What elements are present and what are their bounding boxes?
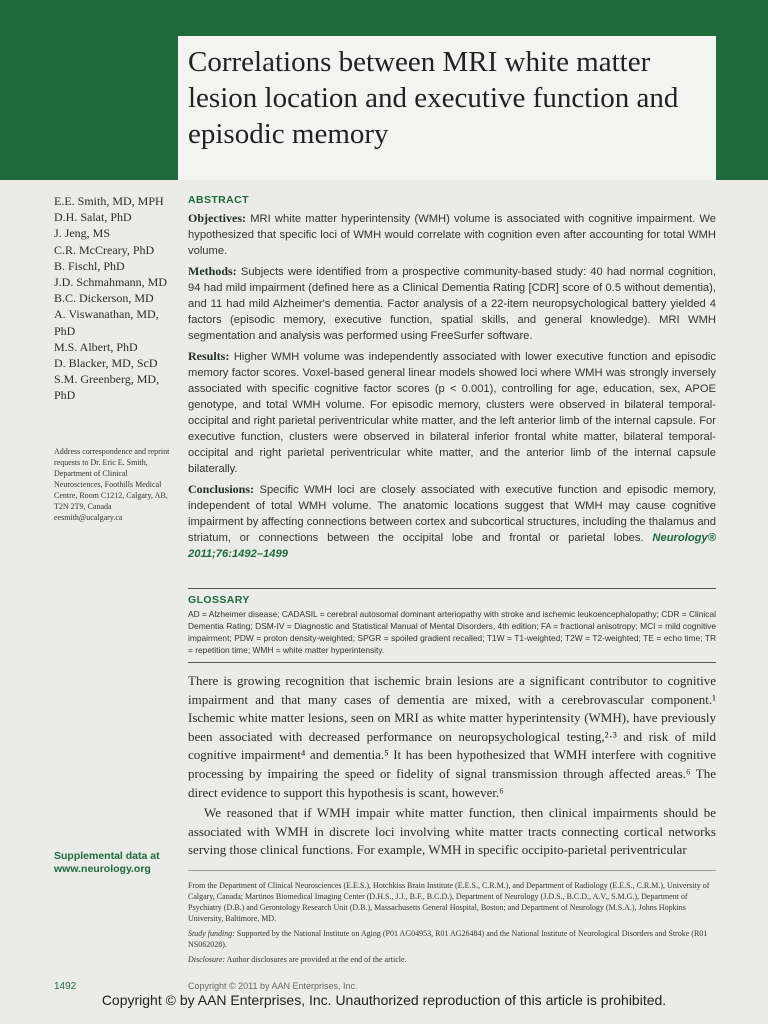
author: D. Blacker, MD, ScD [54, 356, 158, 371]
abstract [188, 192, 716, 566]
funding [188, 928, 716, 950]
page-number: 1492 [54, 981, 77, 992]
affiliations: From the Department of Clinical Neurosciences (E.E.S.), Hotchkiss Brain Institute (E.E.S., C.R.M.), and Department of Radiology (E.E.S., C.R.M.), University of Calgary, Canada; Martinos Biomedical Imaging Center (D.H.S., J.J., B.F., B.C.D.), Department of Neurology (J.D.S., B.C.D., A.V., S.M.G.), Department of Psychiatry (D.B.) and Gerontology Research Unit (D.B.), Massachusetts General Hospital, Boston; and Department of Neurology (M.S.A.), Johns Hopkins University, Baltimore, MD. [188, 881, 710, 923]
article-title: Correlations between MRI white matter lesion location and executive function and episodic memory [188, 46, 679, 150]
glossary [188, 594, 716, 656]
correspondence-address: Address correspondence and reprint requests to Dr. Eric E. Smith, Department of Clinical Neurosciences, Foothills Medical Centre, Room C1212, Calgary, AB, T2N 2T9, Canada eesmith@ucalgary.ca [54, 447, 170, 522]
author-list [54, 193, 179, 404]
conclusions-text: Specific WMH loci are closely associated with executive function and episodic memory, independent of total WMH volume. The anatomic locations suggest that WMH may cause cognitive impairment by affecting connections between cortex and subcortical structures, including the thalamus and striatum, or connections between the occipital lobe and frontal or parietal lobes. [188, 484, 717, 544]
abstract-results [188, 348, 716, 477]
objectives-text: MRI white matter hyperintensity (WMH) volume is associated with cognitive impairment. We hypothesized that specific loci of WMH would correlate with cognition even after accounting for total WMH volume. [188, 213, 716, 257]
methods-label: Methods: [188, 264, 237, 278]
disclosure-text: Author disclosures are provided at the end of the article. [226, 955, 407, 964]
abstract-methods [188, 263, 716, 344]
copyright-notice: Copyright © 2011 by AAN Enterprises, Inc. [188, 981, 358, 991]
supplemental-data-link[interactable] [54, 850, 172, 876]
results-text: Higher WMH volume was independently associated with lower executive function and episodic memory factor scores. Voxel-based general linear models showed loci where WMH was strongly inversely associated with specific cognitive factor scores (p < 0.001), controlling for age, education, sex, APOE genotype, and total WMH volume. For episodic memory, clusters were observed in bilateral temporal-occipital and right parietal periventricular white matter, and the left anterior limb of the internal capsule. For executive function, clusters were observed in bilateral inferior frontal white matter, bilateral temporal-occipital and right parietal periventricular white matter, and the anterior limb of the internal capsule bilaterally. [188, 351, 717, 475]
author: J. Jeng, MS [54, 226, 111, 241]
methods-text: Subjects were identified from a prospective community-based study: 40 had normal cognition, 94 had mild impairment (defined here as a Clinical Dementia Rating [CDR] score of 0.5 without dementia), and 11 had mild Alzheimer's dementia. Factor analysis of a 22-item neuropsychological battery yielded 4 factors (episodic memory, executive function, spatial skills, and general knowledge). MRI WMH segmentation and analysis was performed using FreeSurfer software. [188, 266, 716, 342]
author: B. Fischl, PhD [54, 258, 125, 273]
footnote-divider [188, 870, 716, 871]
author: C.R. McCreary, PhD [54, 242, 155, 257]
glossary-bottom-divider [188, 662, 716, 663]
glossary-heading: GLOSSARY [188, 594, 250, 606]
supplemental-url[interactable]: www.neurology.org [54, 863, 151, 875]
body-paragraph: We reasoned that if WMH impair white matter function, then clinical impairments should be associated with WMH in discrete loci involving white matter tracts connecting cortical networks serving those clinical functions. For example, WMH in specific occipito-parietal periventricular [188, 805, 716, 858]
abstract-heading: ABSTRACT [188, 194, 249, 206]
abstract-objectives [188, 210, 716, 259]
author: E.E. Smith, MD, MPH [54, 194, 164, 208]
objectives-label: Objectives: [188, 211, 246, 225]
supplemental-line-1: Supplemental data at [54, 850, 160, 862]
results-label: Results: [188, 349, 230, 363]
author: A. Viswanathan, MD, PhD [54, 307, 159, 338]
disclosure-label: Disclosure: [188, 955, 226, 964]
title-box [178, 36, 716, 180]
author: J.D. Schmahmann, MD [54, 275, 167, 290]
funding-label: Study funding: [188, 929, 235, 938]
author: S.M. Greenberg, MD, PhD [54, 372, 160, 403]
abstract-conclusions [188, 481, 716, 562]
conclusions-label: Conclusions: [188, 482, 255, 496]
funding-text: Supported by the National Institute on Aging (P01 AG04953, R01 AG26484) and the National Institute of Neurological Disorders and Stroke (R01 NS062028). [188, 929, 708, 949]
glossary-top-divider [188, 588, 716, 589]
author: M.S. Albert, PhD [54, 339, 138, 354]
article-body [188, 672, 716, 860]
citation[interactable]: Neurology® 2011;76:1492–1499 [188, 532, 716, 560]
body-paragraph: There is growing recognition that ischemic brain lesions are a significant contributor to cognitive impairment and that many cases of dementia are mixed, with a cerebrovascular component.¹ Ischemic white matter lesions, seen on MRI as white matter hyperintensity (WMH), have previously been associated with decreased performance on neuropsychological testing,²·³ and risk of mild cognitive impairment⁴ and dementia.⁵ It has been hypothesized that WMH interfere with cognitive processing by impairing the speed or fidelity of signal transmission through affected areas.⁶ The direct evidence to support this hypothesis is scant, however.⁶ [188, 673, 716, 800]
author: D.H. Salat, PhD [54, 210, 132, 225]
copyright-banner: Copyright © by AAN Enterprises, Inc. Unauthorized reproduction of this article is prohibited. [101, 992, 667, 1008]
glossary-text: AD = Alzheimer disease; CADASIL = cerebral autosomal dominant arteriopathy with stroke and ischemic leukoencephalopathy; CDR = Clinical Dementia Rating; DSM-IV = Diagnostic and Statistical Manual of Mental Disorders, 4th edition; FA = fractional anisotropy; MCI = mild cognitive impairment; PDW = proton density-weighted; SPGR = spoiled gradient recalled; T1W = T1-weighted; T2W = T2-weighted; TE = echo time; TR = repetition time; WMH = white matter hyperintensity. [188, 609, 716, 655]
disclosure [188, 954, 716, 965]
footnotes [188, 880, 716, 969]
author: B.C. Dickerson, MD [54, 291, 154, 306]
